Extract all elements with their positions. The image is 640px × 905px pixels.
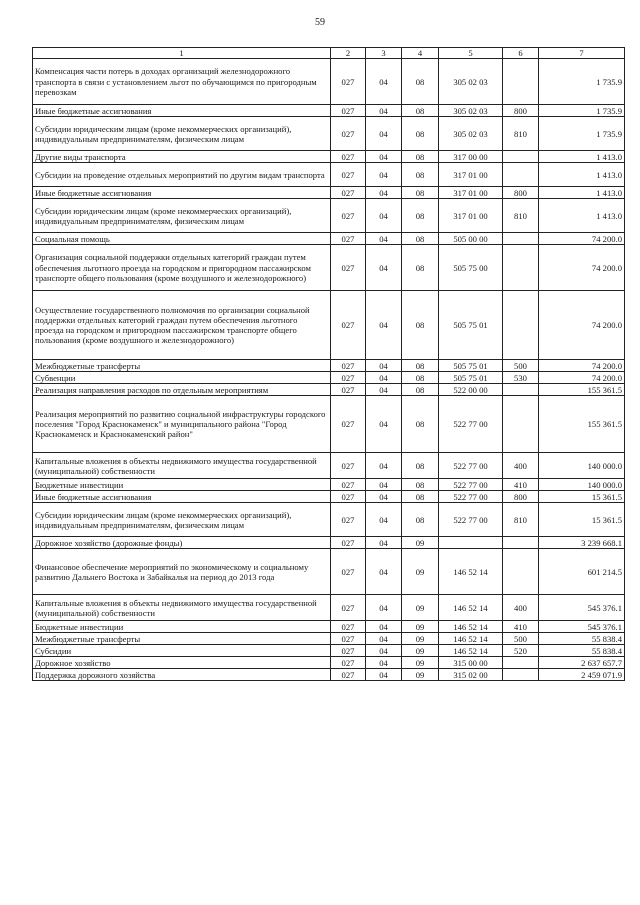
- section-code-cell: 04: [366, 105, 402, 117]
- table-row: [33, 595, 625, 621]
- subsection-code-cell: 08: [402, 360, 439, 372]
- amount-cell: 55 838.4: [539, 633, 625, 645]
- section-code-cell: 04: [366, 163, 402, 187]
- header-cell: 5: [439, 48, 503, 59]
- table-row: [33, 291, 625, 360]
- subsection-code-cell: 08: [402, 163, 439, 187]
- expense-type-cell: [503, 291, 539, 360]
- expense-type-cell: 810: [503, 199, 539, 233]
- table-row: [33, 549, 625, 595]
- table-row: [33, 163, 625, 187]
- ministry-code-cell: 027: [331, 645, 366, 657]
- amount-cell: 140 000.0: [539, 453, 625, 479]
- section-code-cell: 04: [366, 657, 402, 669]
- subsection-code-cell: 09: [402, 645, 439, 657]
- section-code-cell: 04: [366, 187, 402, 199]
- expense-type-cell: 800: [503, 491, 539, 503]
- amount-cell: 2 637 657.7: [539, 657, 625, 669]
- item-name-cell: Осуществление государственного полномочия по организации социальной поддержки отдельных категорий граждан путем обеспечения льготного проезда на городском и пригородном пассажирском транспорте общего пользования (кроме воздушного и железнодорожного): [33, 291, 331, 360]
- item-name-cell: Реализация мероприятий по развитию социальной инфраструктуры городского поселения "Город Краснокаменск" и муниципального района "Город Краснокаменск и Краснокаменский район": [33, 396, 331, 453]
- section-code-cell: 04: [366, 633, 402, 645]
- section-code-cell: 04: [366, 233, 402, 245]
- table-row: [33, 669, 625, 681]
- item-name-cell: Дорожное хозяйство (дорожные фонды): [33, 537, 331, 549]
- target-code-cell: 522 00 00: [439, 384, 503, 396]
- target-code-cell: 146 52 14: [439, 595, 503, 621]
- section-code-cell: 04: [366, 491, 402, 503]
- table-row: [33, 491, 625, 503]
- target-code-cell: 505 75 01: [439, 291, 503, 360]
- expense-type-cell: [503, 384, 539, 396]
- amount-cell: 1 413.0: [539, 163, 625, 187]
- table-row: [33, 245, 625, 291]
- item-name-cell: Субсидии юридическим лицам (кроме некоммерческих организаций), индивидуальным предпринимателям, физическим лицам: [33, 503, 331, 537]
- expense-type-cell: 500: [503, 360, 539, 372]
- section-code-cell: 04: [366, 151, 402, 163]
- section-code-cell: 04: [366, 503, 402, 537]
- ministry-code-cell: 027: [331, 360, 366, 372]
- header-cell: 4: [402, 48, 439, 59]
- ministry-code-cell: 027: [331, 453, 366, 479]
- ministry-code-cell: 027: [331, 233, 366, 245]
- table-row: [33, 453, 625, 479]
- table-row: [33, 645, 625, 657]
- ministry-code-cell: 027: [331, 151, 366, 163]
- expense-type-cell: [503, 163, 539, 187]
- header-cell: 2: [331, 48, 366, 59]
- subsection-code-cell: 08: [402, 503, 439, 537]
- table-row: [33, 117, 625, 151]
- table-header-row: [33, 48, 625, 59]
- section-code-cell: 04: [366, 595, 402, 621]
- ministry-code-cell: 027: [331, 187, 366, 199]
- item-name-cell: Компенсация части потерь в доходах организаций железнодорожного транспорта в связи с установлением льгот по обучающимся по пригородным перевозкам: [33, 59, 331, 105]
- subsection-code-cell: 08: [402, 384, 439, 396]
- subsection-code-cell: 08: [402, 245, 439, 291]
- item-name-cell: Иные бюджетные ассигнования: [33, 105, 331, 117]
- expense-type-cell: [503, 669, 539, 681]
- expense-type-cell: [503, 59, 539, 105]
- table-row: [33, 199, 625, 233]
- table-row: [33, 633, 625, 645]
- expense-type-cell: 410: [503, 479, 539, 491]
- target-code-cell: 522 77 00: [439, 479, 503, 491]
- target-code-cell: 317 01 00: [439, 199, 503, 233]
- subsection-code-cell: 08: [402, 491, 439, 503]
- subsection-code-cell: 08: [402, 396, 439, 453]
- target-code-cell: 522 77 00: [439, 453, 503, 479]
- amount-cell: 3 239 668.1: [539, 537, 625, 549]
- ministry-code-cell: 027: [331, 621, 366, 633]
- table-row: [33, 384, 625, 396]
- section-code-cell: 04: [366, 645, 402, 657]
- ministry-code-cell: 027: [331, 537, 366, 549]
- target-code-cell: 305 02 03: [439, 59, 503, 105]
- expense-type-cell: 500: [503, 633, 539, 645]
- table-row: [33, 105, 625, 117]
- section-code-cell: 04: [366, 479, 402, 491]
- target-code-cell: 505 75 01: [439, 360, 503, 372]
- expense-type-cell: [503, 151, 539, 163]
- target-code-cell: 146 52 14: [439, 645, 503, 657]
- target-code-cell: 522 77 00: [439, 503, 503, 537]
- ministry-code-cell: 027: [331, 633, 366, 645]
- target-code-cell: 522 77 00: [439, 491, 503, 503]
- item-name-cell: Субсидии юридическим лицам (кроме некоммерческих организаций), индивидуальным предпринимателям, физическим лицам: [33, 117, 331, 151]
- subsection-code-cell: 08: [402, 59, 439, 105]
- table-row: [33, 233, 625, 245]
- expense-type-cell: [503, 245, 539, 291]
- amount-cell: 155 361.5: [539, 396, 625, 453]
- table-row: [33, 372, 625, 384]
- section-code-cell: 04: [366, 549, 402, 595]
- target-code-cell: 505 75 00: [439, 245, 503, 291]
- section-code-cell: 04: [366, 372, 402, 384]
- section-code-cell: 04: [366, 453, 402, 479]
- target-code-cell: 146 52 14: [439, 549, 503, 595]
- ministry-code-cell: 027: [331, 669, 366, 681]
- target-code-cell: 315 02 00: [439, 669, 503, 681]
- amount-cell: 74 200.0: [539, 372, 625, 384]
- item-name-cell: Иные бюджетные ассигнования: [33, 187, 331, 199]
- item-name-cell: Субвенции: [33, 372, 331, 384]
- table-row: [33, 621, 625, 633]
- table-row: [33, 503, 625, 537]
- item-name-cell: Субсидии на проведение отдельных мероприятий по другим видам транспорта: [33, 163, 331, 187]
- target-code-cell: [439, 537, 503, 549]
- target-code-cell: 146 52 14: [439, 633, 503, 645]
- expense-type-cell: [503, 549, 539, 595]
- subsection-code-cell: 09: [402, 657, 439, 669]
- amount-cell: 74 200.0: [539, 291, 625, 360]
- section-code-cell: 04: [366, 384, 402, 396]
- subsection-code-cell: 09: [402, 537, 439, 549]
- ministry-code-cell: 027: [331, 595, 366, 621]
- amount-cell: 1 413.0: [539, 151, 625, 163]
- item-name-cell: Субсидии юридическим лицам (кроме некоммерческих организаций), индивидуальным предпринимателям, физическим лицам: [33, 199, 331, 233]
- ministry-code-cell: 027: [331, 163, 366, 187]
- section-code-cell: 04: [366, 291, 402, 360]
- ministry-code-cell: 027: [331, 479, 366, 491]
- section-code-cell: 04: [366, 360, 402, 372]
- expense-type-cell: [503, 233, 539, 245]
- ministry-code-cell: 027: [331, 291, 366, 360]
- item-name-cell: Капитальные вложения в объекты недвижимого имущества государственной (муниципальной) собственности: [33, 453, 331, 479]
- amount-cell: 545 376.1: [539, 595, 625, 621]
- header-cell: 3: [366, 48, 402, 59]
- subsection-code-cell: 09: [402, 621, 439, 633]
- section-code-cell: 04: [366, 537, 402, 549]
- amount-cell: 15 361.5: [539, 503, 625, 537]
- amount-cell: 1 413.0: [539, 199, 625, 233]
- item-name-cell: Бюджетные инвестиции: [33, 621, 331, 633]
- expense-type-cell: 400: [503, 453, 539, 479]
- target-code-cell: 317 01 00: [439, 187, 503, 199]
- header-cell: 1: [33, 48, 331, 59]
- ministry-code-cell: 027: [331, 245, 366, 291]
- section-code-cell: 04: [366, 59, 402, 105]
- expense-type-cell: 810: [503, 117, 539, 151]
- subsection-code-cell: 08: [402, 117, 439, 151]
- ministry-code-cell: 027: [331, 372, 366, 384]
- amount-cell: 74 200.0: [539, 233, 625, 245]
- table-row: [33, 657, 625, 669]
- subsection-code-cell: 08: [402, 199, 439, 233]
- table-row: [33, 151, 625, 163]
- item-name-cell: Поддержка дорожного хозяйства: [33, 669, 331, 681]
- item-name-cell: Дорожное хозяйство: [33, 657, 331, 669]
- target-code-cell: 146 52 14: [439, 621, 503, 633]
- item-name-cell: Межбюджетные трансферты: [33, 633, 331, 645]
- subsection-code-cell: 08: [402, 187, 439, 199]
- amount-cell: 1 735.9: [539, 117, 625, 151]
- amount-cell: 74 200.0: [539, 245, 625, 291]
- expense-type-cell: [503, 396, 539, 453]
- subsection-code-cell: 08: [402, 453, 439, 479]
- expense-type-cell: 800: [503, 105, 539, 117]
- amount-cell: 155 361.5: [539, 384, 625, 396]
- header-cell: 6: [503, 48, 539, 59]
- amount-cell: 15 361.5: [539, 491, 625, 503]
- subsection-code-cell: 08: [402, 479, 439, 491]
- ministry-code-cell: 027: [331, 199, 366, 233]
- subsection-code-cell: 08: [402, 105, 439, 117]
- item-name-cell: Капитальные вложения в объекты недвижимого имущества государственной (муниципальной) собственности: [33, 595, 331, 621]
- target-code-cell: 305 02 03: [439, 117, 503, 151]
- ministry-code-cell: 027: [331, 549, 366, 595]
- table-row: [33, 59, 625, 105]
- subsection-code-cell: 08: [402, 151, 439, 163]
- ministry-code-cell: 027: [331, 491, 366, 503]
- target-code-cell: 522 77 00: [439, 396, 503, 453]
- subsection-code-cell: 08: [402, 372, 439, 384]
- table-row: [33, 479, 625, 491]
- amount-cell: 545 376.1: [539, 621, 625, 633]
- item-name-cell: Бюджетные инвестиции: [33, 479, 331, 491]
- amount-cell: 601 214.5: [539, 549, 625, 595]
- table-row: [33, 187, 625, 199]
- section-code-cell: 04: [366, 396, 402, 453]
- section-code-cell: 04: [366, 199, 402, 233]
- ministry-code-cell: 027: [331, 384, 366, 396]
- item-name-cell: Межбюджетные трансферты: [33, 360, 331, 372]
- expense-type-cell: 520: [503, 645, 539, 657]
- budget-table: [32, 47, 625, 681]
- ministry-code-cell: 027: [331, 503, 366, 537]
- section-code-cell: 04: [366, 245, 402, 291]
- page-number: 59: [315, 17, 325, 28]
- expense-type-cell: 530: [503, 372, 539, 384]
- amount-cell: 140 000.0: [539, 479, 625, 491]
- ministry-code-cell: 027: [331, 657, 366, 669]
- table-row: [33, 360, 625, 372]
- item-name-cell: Финансовое обеспечение мероприятий по экономическому и социальному развитию Дальнего Востока и Забайкалья на период до 2013 года: [33, 549, 331, 595]
- item-name-cell: Иные бюджетные ассигнования: [33, 491, 331, 503]
- target-code-cell: 317 01 00: [439, 163, 503, 187]
- ministry-code-cell: 027: [331, 396, 366, 453]
- expense-type-cell: [503, 537, 539, 549]
- amount-cell: 1 413.0: [539, 187, 625, 199]
- item-name-cell: Субсидии: [33, 645, 331, 657]
- table-row: [33, 396, 625, 453]
- amount-cell: 1 735.9: [539, 105, 625, 117]
- subsection-code-cell: 08: [402, 233, 439, 245]
- target-code-cell: 305 02 03: [439, 105, 503, 117]
- subsection-code-cell: 09: [402, 549, 439, 595]
- expense-type-cell: 400: [503, 595, 539, 621]
- item-name-cell: Реализация направления расходов по отдельным мероприятиям: [33, 384, 331, 396]
- item-name-cell: Другие виды транспорта: [33, 151, 331, 163]
- target-code-cell: 505 00 00: [439, 233, 503, 245]
- target-code-cell: 315 00 00: [439, 657, 503, 669]
- expense-type-cell: 410: [503, 621, 539, 633]
- target-code-cell: 505 75 01: [439, 372, 503, 384]
- subsection-code-cell: 09: [402, 595, 439, 621]
- section-code-cell: 04: [366, 117, 402, 151]
- amount-cell: 55 838.4: [539, 645, 625, 657]
- item-name-cell: Социальная помощь: [33, 233, 331, 245]
- item-name-cell: Организация социальной поддержки отдельных категорий граждан путем обеспечения льготного проезда на городском и пригородном пассажирском транспорте общего пользования (кроме воздушного и железнодорожного): [33, 245, 331, 291]
- ministry-code-cell: 027: [331, 59, 366, 105]
- section-code-cell: 04: [366, 621, 402, 633]
- header-cell: 7: [539, 48, 625, 59]
- expense-type-cell: [503, 657, 539, 669]
- subsection-code-cell: 08: [402, 291, 439, 360]
- amount-cell: 1 735.9: [539, 59, 625, 105]
- amount-cell: 2 459 071.9: [539, 669, 625, 681]
- amount-cell: 74 200.0: [539, 360, 625, 372]
- subsection-code-cell: 09: [402, 669, 439, 681]
- table-row: [33, 537, 625, 549]
- section-code-cell: 04: [366, 669, 402, 681]
- ministry-code-cell: 027: [331, 105, 366, 117]
- subsection-code-cell: 09: [402, 633, 439, 645]
- expense-type-cell: 810: [503, 503, 539, 537]
- ministry-code-cell: 027: [331, 117, 366, 151]
- expense-type-cell: 800: [503, 187, 539, 199]
- target-code-cell: 317 00 00: [439, 151, 503, 163]
